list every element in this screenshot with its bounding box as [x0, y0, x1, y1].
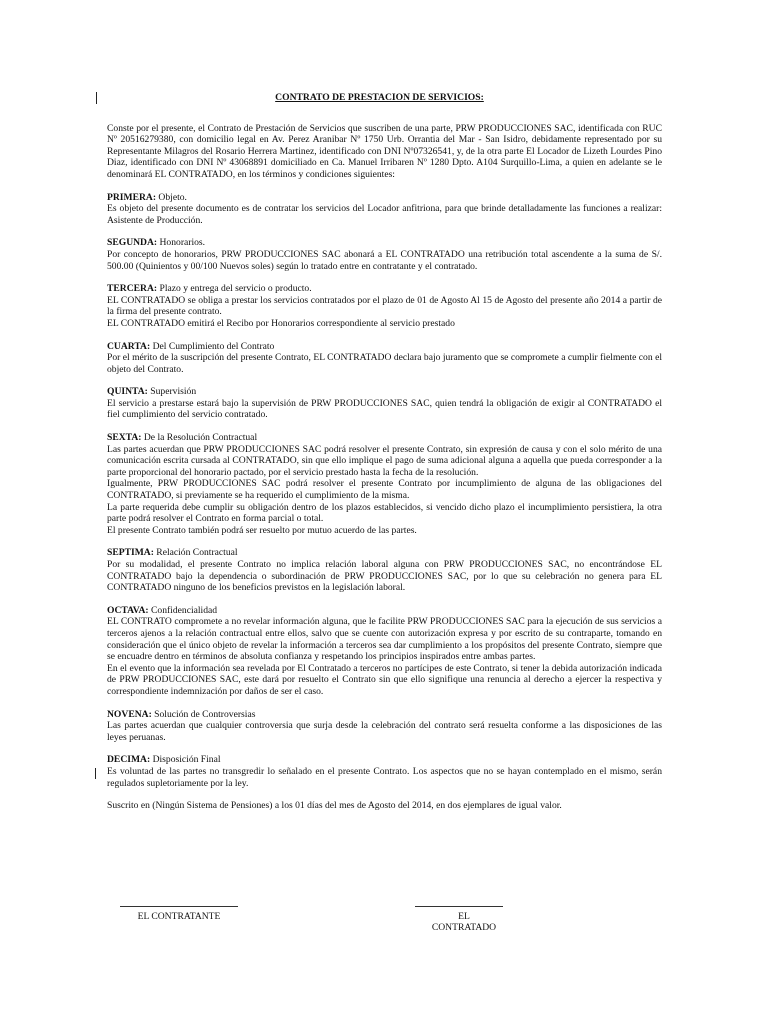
signature-label-contratado: EL CONTRATADO	[431, 911, 497, 933]
clause-7	[107, 547, 662, 593]
clause-text: Es voluntad de las partes no transgredir lo señalado en el presente Contrato. Los aspectos que no se hayan contemplado en el mismo, serán regulados supletoriamente por la ley.	[107, 765, 662, 789]
clause-8	[107, 605, 662, 698]
margin-mark	[95, 768, 96, 779]
clause-2	[107, 237, 662, 272]
clause-text: Por concepto de honorarios, PRW PRODUCCIONES SAC abonará a EL CONTRATADO una retribución total ascendente a la suma de S/. 500.00 (Quinientos y 00/100 Nuevos soles) según lo tratado entre en contratante y el contratado.	[107, 248, 662, 272]
clause-text: Las partes acuerdan que PRW PRODUCCIONES SAC podrá resolver el presente Contrato, sin expresión de causa y con el solo mérito de una comunicación escrita cursada al CONTRATADO, sin que ello implique el pago de suma adicional alguna a aquella que pueda corresponder a la parte proporcional del honorario pactado, por el servicio prestado hasta la fecha de la resolución.	[107, 443, 662, 478]
clause-text: EL CONTRATADO se obliga a prestar los servicios contratados por el plazo de 01 de Agosto Al 15 de Agosto del presente año 2014 a partir de la firma del presente contrato.	[107, 294, 662, 318]
clause-heading: SEPTIMA: Relación Contractual	[107, 547, 238, 559]
clause-6	[107, 432, 662, 536]
clause-heading: SEXTA: De la Resolución Contractual	[107, 432, 258, 444]
closing-paragraph: Suscrito en (Ningún Sistema de Pensiones) a los 01 días del mes de Agosto del 2014, en dos ejemplares de igual valor.	[107, 800, 562, 812]
intro-paragraph: Conste por el presente, el Contrato de Prestación de Servicios que suscriben de una parte, PRW PRODUCCIONES SAC, identificada con RUC Nº 20516279380, con domicilio legal en Av. Perez Aranibar Nº 1750 Urb. Orrantia del Mar - San Isidro, debidamente representado por su Representante Milagros del Rosario Herrera Martinez, identificado con DNI Nº07326541, y, de la otra parte El Locador de Lizeth Lourdes Pino Diaz, identificado con DNI Nº 43068891 domiciliado en Ca. Manuel Irribaren Nº 1280 Dpto. A104 Surquillo-Lima, a quien en adelante se le denominará EL CONTRATADO, en los términos y condiciones siguientes:	[107, 122, 662, 180]
clause-text: EL CONTRATO compromete a no revelar información alguna, que le facilite PRW PRODUCCIONES SAC para la ejecución de sus servicios a terceros ajenos a la relación contractual entre ellos, salvo que se cuente con autorización expresa y por escrito de su contraparte, tomando en consideración que el único objeto de revelar la información a terceros sea dar cumplimiento a los propósitos del presente Contrato, siempre que se encuadre dentro en términos de absoluta confianza y respetando los principios inspirados entre ambas partes.	[107, 616, 662, 663]
clause-number: QUINTA:	[107, 386, 148, 398]
document-title: CONTRATO DE PRESTACION DE SERVICIOS:	[275, 92, 484, 103]
clause-number: SEGUNDA:	[107, 237, 158, 249]
clause-heading: SEGUNDA: Honorarios.	[107, 237, 206, 249]
signature-right	[415, 906, 503, 933]
signature-line-right	[415, 906, 503, 908]
clause-text: Es objeto del presente documento es de contratar los servicios del Locador anfitriona, para que brinde detalladamente las funciones a realizar: Asistente de Producción.	[107, 203, 662, 226]
signature-line-left	[120, 906, 238, 908]
clause-10	[107, 754, 662, 789]
clause-number: OCTAVA:	[107, 604, 149, 616]
clause-heading: PRIMERA: Objeto.	[107, 191, 187, 203]
clause-text: El presente Contrato también podrá ser resuelto por mutuo acuerdo de las partes.	[107, 524, 417, 536]
clause-heading: NOVENA: Solución de Controversias	[107, 708, 256, 720]
clause-number: TERCERA:	[107, 283, 158, 295]
signature-label-contratante: EL CONTRATANTE	[137, 911, 221, 922]
clause-text: Igualmente, PRW PRODUCCIONES SAC podrá resolver el presente Contrato por incumplimiento de alguna de las obligaciones del CONTRATADO, si previamente se ha requerido el cumplimiento de la misma.	[107, 478, 662, 502]
clause-number: SEXTA:	[107, 432, 142, 444]
clause-text: Por su modalidad, el presente Contrato no implica relación laboral alguna con PRW PRODUCCIONES SAC, no encontrándose EL CONTRATADO bajo la dependencia o subordinación de PRW PRODUCCIONES SAC, por lo que su celebración no genera para EL CONTRATADO ninguno de los beneficios previstos en la legislación laboral.	[107, 559, 662, 594]
clause-heading: QUINTA: Supervisión	[107, 386, 197, 398]
clause-text: La parte requerida debe cumplir su obligación dentro de los plazos establecidos, si vencido dicho plazo el incumplimiento persistiera, la otra parte podrá resolver el Contrato en forma parcial o total.	[107, 501, 662, 525]
clause-number: DECIMA:	[107, 754, 151, 766]
clauses-list	[107, 192, 662, 790]
clause-1	[107, 192, 662, 227]
signature-left	[120, 906, 238, 922]
clause-text: Las partes acuerdan que cualquier controversia que surja desde la celebración del contrato será resuelta conforme a las disposiciones de las leyes peruanas.	[107, 720, 662, 743]
clause-number: CUARTA:	[107, 340, 151, 352]
contract-document	[107, 92, 662, 823]
clause-heading: TERCERA: Plazo y entrega del servicio o producto.	[107, 283, 312, 295]
clause-text: EL CONTRATADO emitirá el Recibo por Honorarios correspondiente al servicio prestado	[107, 317, 455, 329]
clause-5	[107, 386, 662, 421]
clause-number: PRIMERA:	[107, 191, 157, 203]
clause-text: El servicio a prestarse estará bajo la supervisión de PRW PRODUCCIONES SAC, quien tendrá la obligación de exigir al CONTRATADO el fiel cumplimiento del servicio contratado.	[107, 397, 662, 421]
clause-heading: DECIMA: Disposición Final	[107, 754, 221, 766]
clause-heading: CUARTA: Del Cumplimiento del Contrato	[107, 340, 275, 352]
clause-number: NOVENA:	[107, 708, 152, 720]
clause-9	[107, 709, 662, 744]
clause-number: SEPTIMA:	[107, 547, 154, 559]
clause-heading: OCTAVA: Confidencialidad	[107, 604, 218, 616]
clause-text: En el evento que la información sea revelada por El Contratado a terceros no partícipes de este Contrato, si tener la debida autorización indicada de PRW PRODUCCIONES SAC, este dará por resuelto el Contrato sin que ello signifique una renuncia al derecho a ejercer la respectiva y correspondiente indemnización por daños de ser el caso.	[107, 662, 662, 697]
clause-text: Por el mérito de la suscripción del presente Contrato, EL CONTRATADO declara bajo juramento que se compromete a cumplir fielmente con el objeto del Contrato.	[107, 352, 662, 375]
clause-3	[107, 283, 662, 329]
clause-4	[107, 341, 662, 376]
